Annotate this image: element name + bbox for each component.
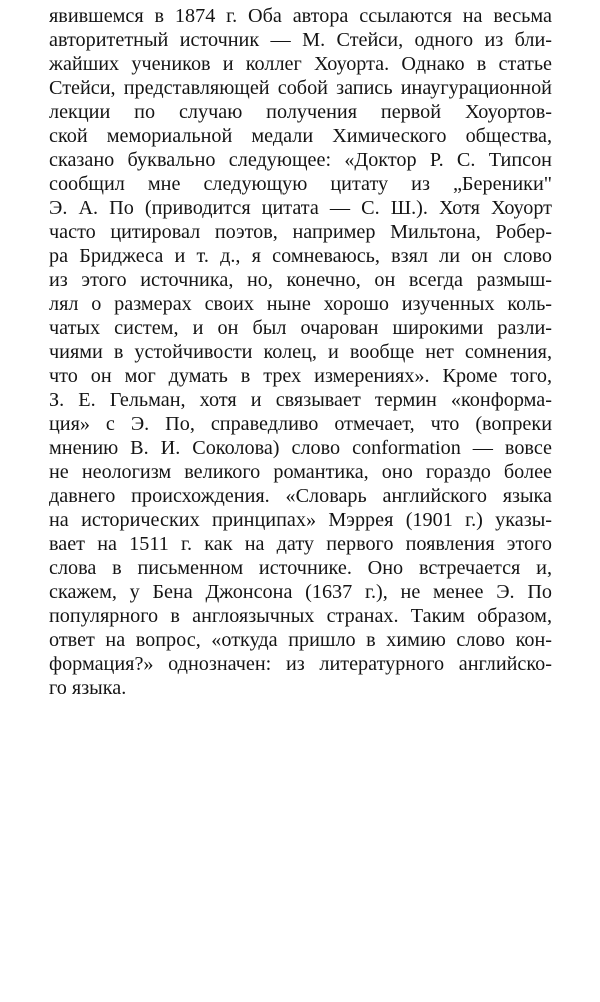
text-line: лекции по случаю получения первой Хоуортов- <box>49 101 552 123</box>
text-line: вает на 1511 г. как на дату первого появления этого <box>49 533 552 555</box>
text-line: чатых систем, и он был очарован широкими разли- <box>49 317 552 339</box>
text-line: сообщил мне следующую цитату из „Береники" <box>49 173 552 195</box>
text-line: явившемся в 1874 г. Оба автора ссылаются на весьма <box>49 5 552 27</box>
text-line: формация?» однозначен: из литературного английско- <box>49 653 552 675</box>
text-line: ответ на вопрос, «откуда пришло в химию слово кон- <box>49 629 552 651</box>
text-line: скажем, у Бена Джонсона (1637 г.), не менее Э. По <box>49 581 552 603</box>
text-line: ской мемориальной медали Химического общества, <box>49 125 552 147</box>
text-line: го языка. <box>49 677 127 699</box>
text-line: слова в письменном источнике. Оно встречается и, <box>49 557 552 579</box>
text-line: на исторических принципах» Мэррея (1901 г.) указы- <box>49 509 552 531</box>
text-line: авторитетный источник — М. Стейси, одного из бли- <box>49 29 552 51</box>
text-line: ция» с Э. По, справедливо отмечает, что (вопреки <box>49 413 552 435</box>
text-line: популярного в англоязычных странах. Таким образом, <box>49 605 552 627</box>
text-line: не неологизм великого романтика, оно гораздо более <box>49 461 552 483</box>
text-line: мнению В. И. Соколова) слово conformation — вовсе <box>49 437 552 459</box>
text-line: что он мог думать в трех измерениях». Кроме того, <box>49 365 552 387</box>
text-line: Э. А. По (приводится цитата — С. Ш.). Хотя Хоуорт <box>49 197 552 219</box>
text-line: часто цитировал поэтов, например Мильтона, Робер- <box>49 221 552 243</box>
text-line: сказано буквально следующее: «Доктор Р. С. Типсон <box>49 149 552 171</box>
text-line: давнего происхождения. «Словарь английского языка <box>49 485 552 507</box>
text-line: ра Бриджеса и т. д., я сомневаюсь, взял ли он слово <box>49 245 552 267</box>
text-line: Стейси, представляющей собой запись инаугурационной <box>49 77 552 99</box>
text-line: лял о размерах своих ныне хорошо изученных коль- <box>49 293 552 315</box>
text-line: из этого источника, но, конечно, он всегда размыш- <box>49 269 552 291</box>
text-line: З. Е. Гельман, хотя и связывает термин «конформа- <box>49 389 552 411</box>
text-line: жайших учеников и коллег Хоуорта. Однако в статье <box>49 53 552 75</box>
text-line: чиями в устойчивости колец, и вообще нет сомнения, <box>49 341 552 363</box>
